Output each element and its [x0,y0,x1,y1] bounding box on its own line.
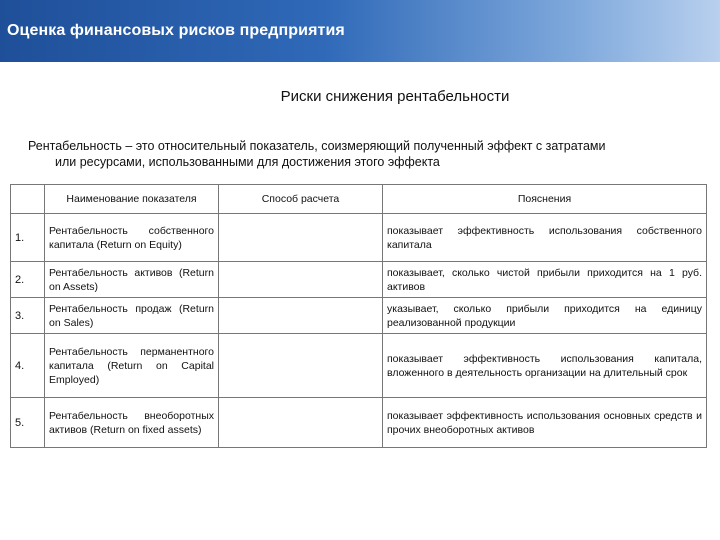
definition-text [28,138,688,170]
indicator-note: показывает эффективность использования основных средств и прочих внеоборотных активов [383,398,707,448]
row-number: 5. [11,398,45,448]
column-header-number [11,185,45,214]
indicator-note: показывает эффективность использования капитала, вложенного в деятельность организации на длительный срок [383,334,707,398]
indicator-name: Рентабельность продаж (Return on Sales) [45,298,219,334]
indicator-name: Рентабельность активов (Return on Assets) [45,262,219,298]
calculation-method [219,262,383,298]
calculation-method [219,334,383,398]
definition-line-1: Рентабельность – это относительный показатель, соизмеряющий полученный эффект с затратами [28,139,606,153]
column-header-name: Наименование показателя [45,185,219,214]
table-row [11,398,707,448]
table-row [11,334,707,398]
row-number: 1. [11,214,45,262]
row-number: 2. [11,262,45,298]
row-number: 3. [11,298,45,334]
column-header-note: Пояснения [383,185,707,214]
table-header-row [11,185,707,214]
definition-line-2: или ресурсами, использованными для достижения этого эффекта [55,155,440,169]
row-number: 4. [11,334,45,398]
column-header-method: Способ расчета [219,185,383,214]
header-bar [0,0,720,62]
table-row [11,214,707,262]
indicator-note: указывает, сколько прибыли приходится на единицу реализованной продукции [383,298,707,334]
slide-subtitle: Риски снижения рентабельности [280,88,510,105]
profitability-table [10,184,707,448]
indicator-note: показывает, сколько чистой прибыли приходится на 1 руб. активов [383,262,707,298]
table-row [11,262,707,298]
indicator-name: Рентабельность перманентного капитала (Return on Capital Employed) [45,334,219,398]
calculation-method [219,214,383,262]
calculation-method [219,298,383,334]
indicator-name: Рентабельность внеоборотных активов (Return on fixed assets) [45,398,219,448]
page-title: Оценка финансовых рисков предприятия [7,22,345,39]
calculation-method [219,398,383,448]
table-row [11,298,707,334]
indicator-name: Рентабельность собственного капитала (Return on Equity) [45,214,219,262]
indicator-note: показывает эффективность использования собственного капитала [383,214,707,262]
